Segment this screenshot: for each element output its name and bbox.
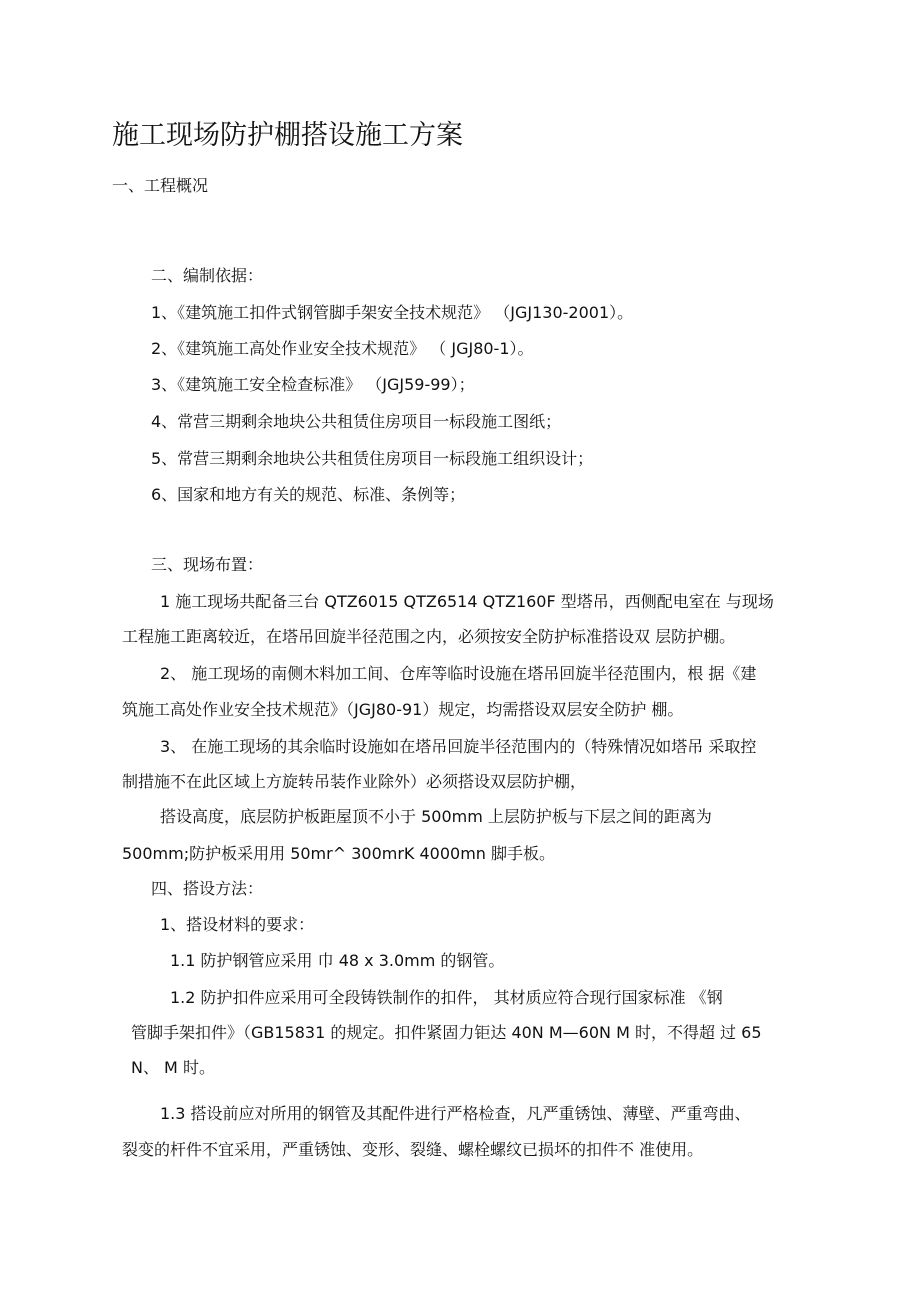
basis-item: 3、《建筑施工安全检查标准》 （JGJ59-99）；	[151, 375, 475, 394]
layout-line: 3、 在施工现场的其余临时设施如在塔吊回旋半径范围内的（特殊情况如塔吊 采取控	[160, 737, 757, 756]
basis-item: 2、《建筑施工高处作业安全技术规范》 （ JGJ80-1）。	[151, 339, 534, 358]
basis-item: 1、《建筑施工扣件式钢管脚手架安全技术规范》 （JGJ130-2001）。	[151, 303, 634, 322]
basis-item: 6、国家和地方有关的规范、标准、条例等；	[151, 485, 466, 504]
method-line: 管脚手架扣件》（GB15831 的规定。扣件紧固力钜达 40N M—60N M 时，不得超 过 65	[131, 1023, 762, 1042]
section-overview-heading: 一、工程概况	[112, 176, 209, 195]
method-line: N、 M 时。	[131, 1058, 215, 1077]
method-line: 裂变的杆件不宜采用，严重锈蚀、变形、裂缝、螺栓螺纹已损坏的扣件不 准使用。	[122, 1140, 704, 1159]
method-line: 1.2 防护扣件应采用可全段铸铁制作的扣件， 其材质应符合现行国家标准 《钢	[170, 988, 723, 1007]
layout-line: 筑施工高处作业安全技术规范》（JGJ80-91）规定，均需搭设双层安全防护 棚。	[122, 700, 684, 719]
layout-line: 1 施工现场共配备三台 QTZ6015 QTZ6514 QTZ160F 型塔吊，西侧配电室在 与现场	[160, 592, 774, 611]
method-line: 1、搭设材料的要求：	[160, 915, 315, 934]
section-layout-heading: 三、现场布置：	[151, 555, 264, 574]
basis-item: 5、常营三期剩余地块公共租赁住房项目一标段施工组织设计；	[151, 449, 594, 468]
layout-line: 搭设高度，底层防护板距屋顶不小于 500mm 上层防护板与下层之间的距离为	[160, 807, 712, 826]
document-title: 施工现场防护棚搭设施工方案	[112, 120, 463, 151]
section-basis-heading: 二、编制依据：	[151, 266, 264, 285]
basis-item: 4、常营三期剩余地块公共租赁住房项目一标段施工图纸；	[151, 412, 562, 431]
method-line: 1.1 防护钢管应采用 巾 48 x 3.0mm 的钢管。	[170, 951, 505, 970]
layout-line: 500mm;防护板采用用 50mr^ 300mrK 4000mn 脚手板。	[122, 844, 556, 863]
section-method-heading: 四、搭设方法：	[151, 879, 264, 898]
layout-line: 工程施工距离较近，在塔吊回旋半径范围之内，必须按安全防护标准搭设双 层防护棚。	[122, 627, 736, 646]
layout-line: 2、 施工现场的南侧木料加工间、仓库等临时设施在塔吊回旋半径范围内，根 据《建	[160, 664, 757, 683]
layout-line: 制措施不在此区域上方旋转吊装作业除外）必须搭设双层防护棚，	[122, 772, 587, 791]
method-line: 1.3 搭设前应对所用的钢管及其配件进行严格检查，凡严重锈蚀、薄壁、严重弯曲、	[160, 1104, 751, 1123]
